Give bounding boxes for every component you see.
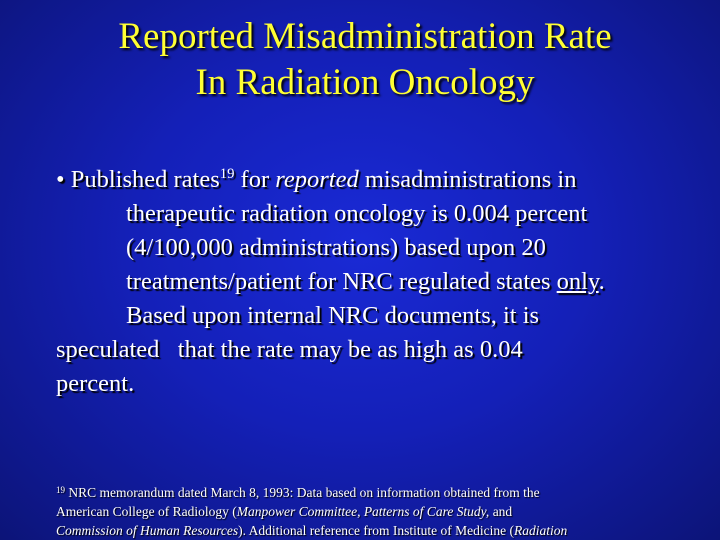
footnote-line-3 xyxy=(56,521,696,540)
title-line-1: Reported Misadministration Rate xyxy=(118,16,612,57)
bullet-text: . xyxy=(598,268,605,295)
bullet-marker: • xyxy=(56,166,65,193)
footnote-emphasis: Radiation xyxy=(514,523,568,538)
footnote-line-2 xyxy=(56,502,696,521)
bullet-line-4 xyxy=(56,265,696,299)
footnote-text: ). Additional reference from Institute of Medicine ( xyxy=(238,523,515,538)
bullet-paragraph xyxy=(56,163,696,401)
bullet-line-5: Based upon internal NRC documents, it is xyxy=(126,302,540,329)
footnote-text: NRC memorandum dated March 8, 1993: Data based on information obtained from the xyxy=(65,485,540,500)
footnote xyxy=(56,483,696,540)
bullet-line-7: percent. xyxy=(56,370,135,397)
footnote-text: American College of Radiology ( xyxy=(56,504,237,519)
footnote-line-1 xyxy=(56,483,696,502)
bullet-line-6: speculated that the rate may be as high as 0.04 xyxy=(56,336,523,363)
bullet-line-2: therapeutic radiation oncology is 0.004 percent xyxy=(126,200,588,227)
footnote-mark: 19 xyxy=(56,484,65,495)
bullet-text: misadministrations in xyxy=(358,166,577,193)
title-line-2: In Radiation Oncology xyxy=(195,62,535,103)
emphasis-reported: reported xyxy=(275,166,359,193)
bullet-text: Published rates xyxy=(70,166,220,193)
footnote-emphasis: Manpower Committee, Patterns of Care Study, xyxy=(236,504,490,519)
footnote-emphasis: Commission of Human Resources xyxy=(56,523,239,538)
slide-title xyxy=(0,14,720,106)
emphasis-only: only xyxy=(556,268,599,295)
bullet-text: for xyxy=(234,166,276,193)
bullet-line-1 xyxy=(56,163,696,197)
footnote-reference: 19 xyxy=(219,166,235,183)
bullet-line-3: (4/100,000 administrations) based upon 20 xyxy=(126,234,546,261)
bullet-text: treatments/patient for NRC regulated states xyxy=(126,268,557,295)
footnote-text: and xyxy=(489,504,513,519)
